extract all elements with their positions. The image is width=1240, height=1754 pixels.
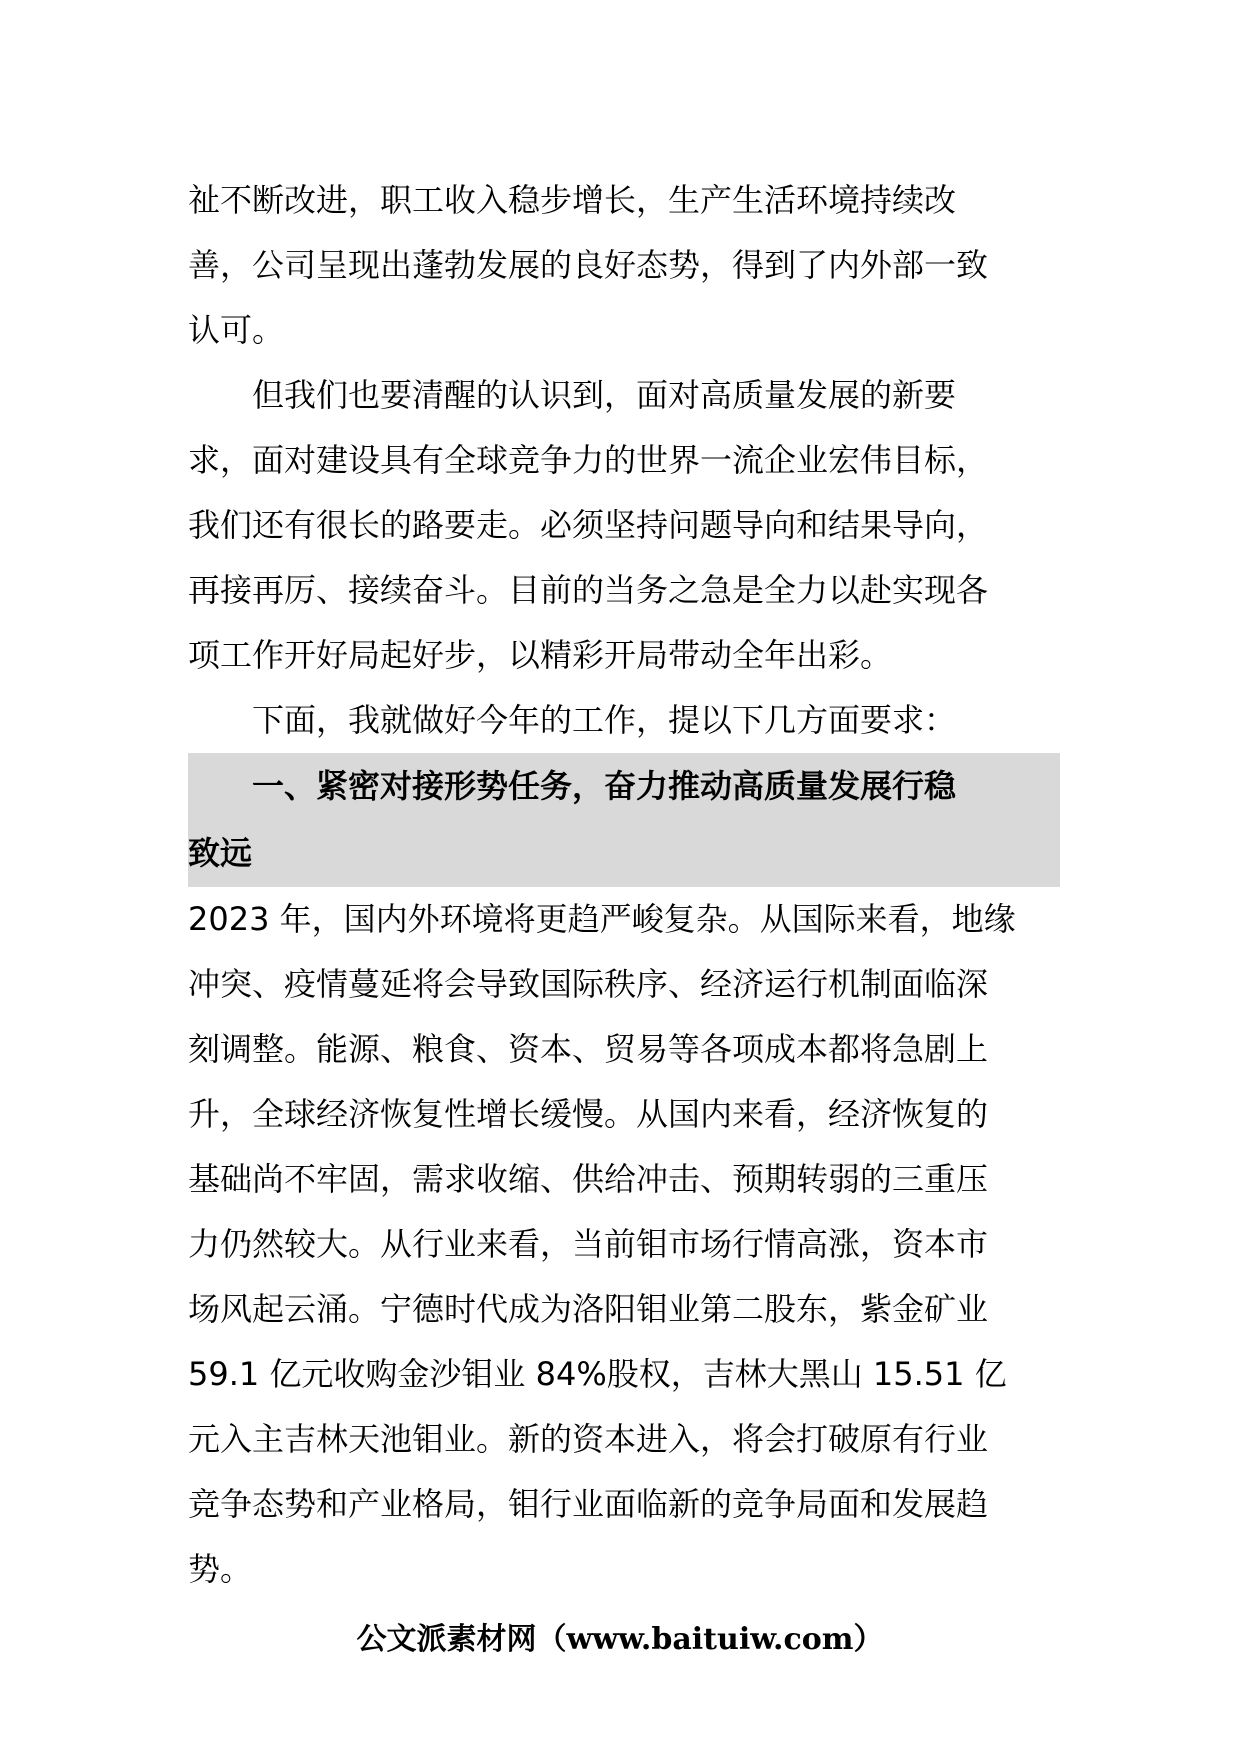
text-line: 求，面对建设具有全球竞争力的世界一流企业宏伟目标， — [188, 441, 989, 479]
text-line: 下面，我就做好今年的工作，提以下几方面要求： — [252, 701, 957, 739]
paragraph-continuation — [188, 168, 1060, 363]
text-line: 刻调整。能源、粮食、资本、贸易等各项成本都将急剧上 — [188, 1030, 989, 1068]
heading-line: 致远 — [188, 834, 253, 872]
section-heading — [188, 753, 1060, 887]
text-line: 场风起云涌。宁德时代成为洛阳钼业第二股东，紫金矿业 — [188, 1290, 989, 1328]
text-line: 项工作开好局起好步，以精彩开局带动全年出彩。 — [188, 636, 893, 674]
text-line: 势。 — [188, 1550, 253, 1588]
text-line: 再接再厉、接续奋斗。目前的当务之急是全力以赴实现各 — [188, 571, 989, 609]
text-line: 冲突、疫情蔓延将会导致国际秩序、经济运行机制面临深 — [188, 965, 989, 1003]
heading-line: 一、紧密对接形势任务，奋力推动高质量发展行稳 — [252, 767, 957, 805]
footer-watermark: 公文派素材网（www.baituiw.com） — [356, 1622, 884, 1657]
text-line: 2023 年，国内外环境将更趋严峻复杂。从国际来看，地缘 — [188, 900, 1016, 938]
text-line: 善，公司呈现出蓬勃发展的良好态势，得到了内外部一致 — [188, 246, 989, 284]
text-line: 竞争态势和产业格局，钼行业面临新的竞争局面和发展趋 — [188, 1485, 989, 1523]
text-line: 59.1 亿元收购金沙钼业 84%股权，吉林大黑山 15.51 亿 — [188, 1355, 1007, 1393]
paragraph-challenges — [188, 363, 1060, 688]
text-line: 祉不断改进，职工收入稳步增长，生产生活环境持续改 — [188, 181, 957, 219]
paragraph-intro-requirements — [188, 688, 1060, 753]
text-line: 认可。 — [188, 311, 285, 349]
text-line: 基础尚不牢固，需求收缩、供给冲击、预期转弱的三重压 — [188, 1160, 989, 1198]
text-line: 力仍然较大。从行业来看，当前钼市场行情高涨，资本市 — [188, 1225, 989, 1263]
document-body — [188, 168, 1060, 1602]
text-line: 元入主吉林天池钼业。新的资本进入，将会打破原有行业 — [188, 1420, 989, 1458]
text-line: 我们还有很长的路要走。必须坚持问题导向和结果导向， — [188, 506, 989, 544]
text-line: 升，全球经济恢复性增长缓慢。从国内来看，经济恢复的 — [188, 1095, 989, 1133]
paragraph-situation — [188, 887, 1060, 1602]
text-line: 但我们也要清醒的认识到，面对高质量发展的新要 — [252, 376, 957, 414]
